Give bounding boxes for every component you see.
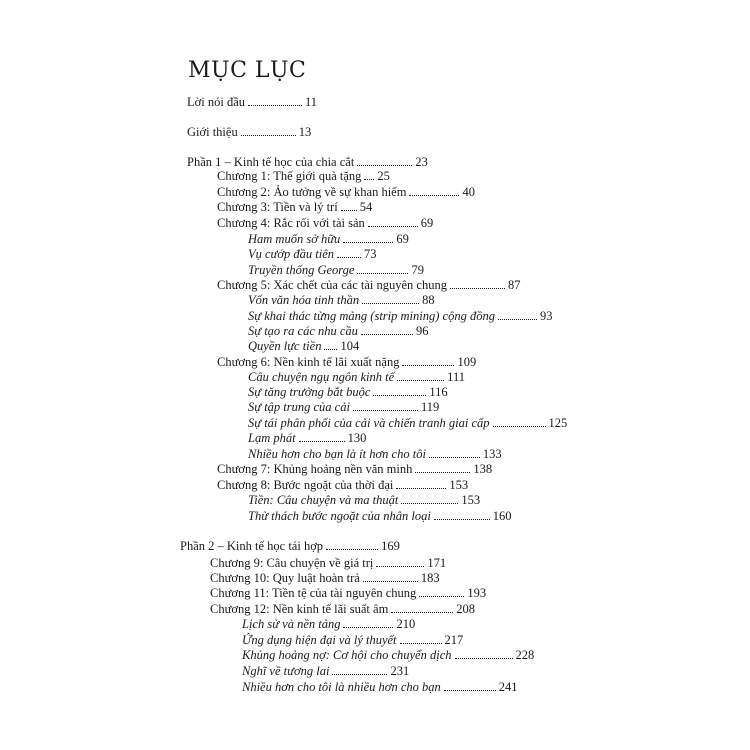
toc-entry-page: 69 [396, 232, 409, 246]
toc-entry-page: 73 [364, 247, 377, 261]
toc-entry-title: Quyền lực tiền [248, 339, 322, 353]
dot-leader [429, 456, 480, 458]
toc-entry [210, 555, 446, 571]
dot-leader [373, 394, 426, 396]
toc-entry-page: 13 [298, 125, 312, 139]
dot-leader [401, 502, 458, 504]
toc-entry-page: 11 [305, 95, 318, 109]
toc-entry-title: Chương 1: Thế giới quà tặng [217, 169, 362, 183]
toc-entry [248, 508, 512, 524]
toc-entry-page: 111 [447, 370, 465, 384]
toc-entry [217, 184, 475, 200]
dot-leader [409, 194, 459, 196]
toc-entry-page: 217 [444, 633, 464, 647]
toc-entry-title: Lời nói đầu [187, 95, 245, 109]
toc-entry [242, 663, 409, 679]
toc-entry-page: 96 [415, 324, 429, 338]
toc-entry-page: 104 [340, 339, 360, 353]
toc-entry-page: 23 [415, 155, 428, 169]
toc-entry-title: Nhiều hơn cho bạn là ít hơn cho tôi [248, 447, 426, 461]
dot-leader [343, 241, 393, 243]
toc-entry-title: Chương 8: Bước ngoặt của thời đại [217, 478, 394, 492]
toc-entry [248, 262, 424, 278]
dot-leader [241, 134, 296, 136]
toc-entry-title: Sự khai thác từng mảng (strip mining) cộng đồng [248, 309, 495, 323]
toc-entry-page: 130 [347, 431, 367, 445]
toc-entry-title: Sự tạo ra các nhu cầu [248, 324, 358, 338]
dot-leader [493, 425, 546, 427]
toc-entry-page: 109 [457, 355, 477, 369]
toc-entry [210, 601, 475, 617]
toc-entry [248, 492, 480, 508]
dot-leader [248, 104, 302, 106]
toc-entry [187, 94, 317, 110]
toc-entry-title: Thử thách bước ngoặt của nhân loại [248, 509, 431, 523]
toc-entry-title: Sự tái phân phối của cải và chiến tranh giai cấp [248, 416, 490, 430]
toc-entry-page: 231 [390, 664, 410, 678]
toc-entry-page: 69 [420, 216, 434, 230]
toc-entry [210, 570, 440, 586]
toc-entry-title: Sự tập trung của cải [248, 400, 350, 414]
toc-entry-title: Lịch sử và nền tảng [242, 617, 341, 631]
toc-entry-title: Chương 12: Nền kinh tế lãi suất âm [210, 602, 389, 616]
toc-entry [248, 231, 409, 247]
dot-leader [361, 333, 413, 335]
toc-entry-page: 87 [507, 278, 521, 292]
toc-entry-title: Lạm phát [248, 431, 296, 445]
toc-entry-page: 25 [377, 169, 390, 183]
toc-entry-page: 79 [411, 263, 424, 277]
toc-title: MỤC LỤC [188, 58, 307, 83]
toc-entry [217, 168, 390, 184]
toc-entry [248, 246, 377, 262]
toc-entry-title: Ứng dụng hiện đại và lý thuyết [242, 633, 397, 647]
toc-entry-page: 93 [539, 309, 553, 323]
toc-entry [180, 538, 400, 554]
dot-leader [498, 318, 537, 320]
dot-leader [402, 364, 454, 366]
toc-entry [242, 632, 463, 648]
toc-entry-title: Phần 1 – Kinh tế học của chia cắt [187, 155, 355, 169]
toc-entry-title: Nhiều hơn cho tôi là nhiều hơn cho bạn [242, 680, 441, 694]
toc-entry [217, 461, 492, 477]
toc-entry-page: 153 [449, 478, 469, 492]
toc-entry [248, 338, 359, 354]
toc-entry [242, 647, 534, 663]
toc-entry-page: 54 [359, 200, 373, 214]
toc-entry-title: Giới thiệu [187, 125, 238, 139]
toc-entry-title: Chương 4: Rắc rối với tài sản [217, 216, 365, 230]
toc-entry-page: 119 [420, 400, 440, 414]
toc-entry-title: Tiền: Câu chuyện và ma thuật [248, 493, 399, 507]
toc-entry-title: Nghĩ về tương lai [242, 664, 330, 678]
toc-entry-page: 40 [462, 185, 475, 199]
dot-leader [364, 178, 374, 180]
toc-entry [242, 679, 518, 695]
toc-entry [248, 446, 502, 462]
toc-entry [248, 430, 366, 446]
toc-entry-title: Chương 9: Câu chuyện về giá trị [210, 556, 374, 570]
toc-entry [242, 616, 415, 632]
dot-leader [415, 471, 470, 473]
toc-entry [217, 477, 468, 493]
dot-leader [357, 272, 408, 274]
dot-leader [376, 565, 424, 567]
dot-leader [343, 626, 393, 628]
toc-entry-title: Chương 6: Nền kinh tế lãi xuất nặng [217, 355, 400, 369]
toc-entry-page: 133 [482, 447, 502, 461]
toc-entry [248, 369, 465, 385]
dot-leader [397, 379, 444, 381]
toc-entry-page: 208 [456, 602, 476, 616]
toc-entry-page: 169 [381, 539, 400, 553]
toc-entry-title: Chương 10: Quy luật hoàn trả [210, 571, 360, 585]
dot-leader [299, 440, 345, 442]
toc-entry [248, 415, 567, 431]
dot-leader [396, 487, 446, 489]
toc-entry [217, 354, 476, 370]
dot-leader [444, 689, 496, 691]
toc-entry [248, 399, 439, 415]
toc-entry-page: 228 [515, 648, 535, 662]
toc-entry-page: 171 [427, 556, 447, 570]
dot-leader [324, 348, 337, 350]
toc-entry-title: Khủng hoảng nợ: Cơ hội cho chuyển dịch [242, 648, 452, 662]
dot-leader [434, 518, 490, 520]
toc-entry-title: Câu chuyện ngụ ngôn kinh tế [248, 370, 395, 384]
toc-entry-page: 125 [548, 416, 568, 430]
dot-leader [362, 302, 419, 304]
toc-entry-title: Vụ cướp đầu tiên [248, 247, 335, 261]
dot-leader [326, 548, 378, 550]
toc-entry-title: Chương 5: Xác chết của các tài nguyên chung [217, 278, 447, 292]
toc-entry-page: 138 [473, 462, 493, 476]
toc-entry-title: Ham muốn sở hữu [248, 232, 341, 246]
toc-entry [248, 292, 435, 308]
toc-entry-title: Chương 3: Tiền và lý trí [217, 200, 338, 214]
dot-leader [341, 209, 357, 211]
toc-entry [217, 215, 433, 231]
toc-entry-title: Phần 2 – Kinh tế học tái hợp [180, 539, 324, 553]
dot-leader [455, 657, 513, 659]
dot-leader [368, 225, 418, 227]
toc-entry-title: Truyền thống George [248, 263, 355, 277]
toc-entry-page: 241 [498, 680, 518, 694]
toc-entry-page: 116 [429, 385, 448, 399]
dot-leader [353, 409, 418, 411]
toc-entry-page: 193 [467, 586, 487, 600]
toc-entry-page: 88 [422, 293, 435, 307]
dot-leader [419, 595, 464, 597]
dot-leader [332, 673, 387, 675]
dot-leader [450, 287, 505, 289]
dot-leader [337, 256, 361, 258]
toc-entry-title: Vốn văn hóa tinh thần [248, 293, 360, 307]
toc-entry [248, 308, 552, 324]
toc-entry-page: 153 [461, 493, 481, 507]
toc-entry-title: Sự tăng trưởng bắt buộc [248, 385, 371, 399]
toc-entry-title: Chương 11: Tiền tệ của tài nguyên chung [210, 586, 417, 600]
toc-entry [210, 585, 486, 601]
toc-entry [217, 199, 372, 215]
dot-leader [391, 611, 453, 613]
toc-entry-page: 210 [396, 617, 416, 631]
toc-entry-title: Chương 7: Khủng hoảng nền văn minh [217, 462, 413, 476]
toc-entry [248, 323, 428, 339]
dot-leader [400, 642, 442, 644]
toc-entry [217, 277, 520, 293]
dot-leader [357, 164, 412, 166]
dot-leader [363, 580, 418, 582]
toc-entry-page: 183 [420, 571, 440, 585]
toc-entry [248, 384, 448, 400]
toc-entry-title: Chương 2: Ảo tưởng về sự khan hiếm [217, 185, 407, 199]
toc-entry [187, 124, 311, 140]
toc-entry-page: 160 [492, 509, 512, 523]
